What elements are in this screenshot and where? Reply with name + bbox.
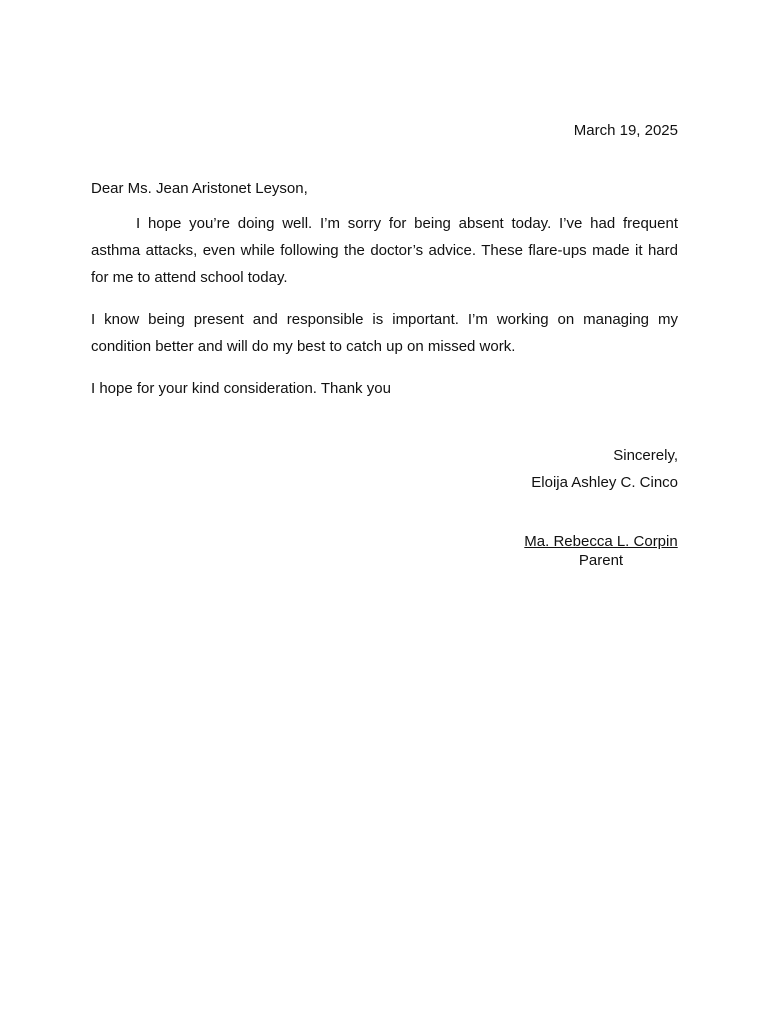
parent-signature-block <box>524 533 678 571</box>
student-name: Eloija Ashley C. Cinco <box>531 474 678 491</box>
parent-role: Parent <box>578 552 624 569</box>
body-paragraph-2: I know being present and responsible is important. I’m working on managing my condition better and will do my best to catch up on missed work. <box>91 311 678 355</box>
closing-phrase: Sincerely, <box>613 447 678 464</box>
salutation: Dear Ms. Jean Aristonet Leyson, <box>91 180 308 197</box>
body-paragraph-3: I hope for your kind consideration. Thank you <box>91 380 391 397</box>
letter-date: March 19, 2025 <box>573 122 678 139</box>
body-paragraph-1: I hope you’re doing well. I’m sorry for being absent today. I’ve had frequent asthma attacks, even while following the doctor’s advice. These flare-ups made it hard for me to attend school today. <box>91 215 678 286</box>
parent-name: Ma. Rebecca L. Corpin <box>524 533 678 550</box>
